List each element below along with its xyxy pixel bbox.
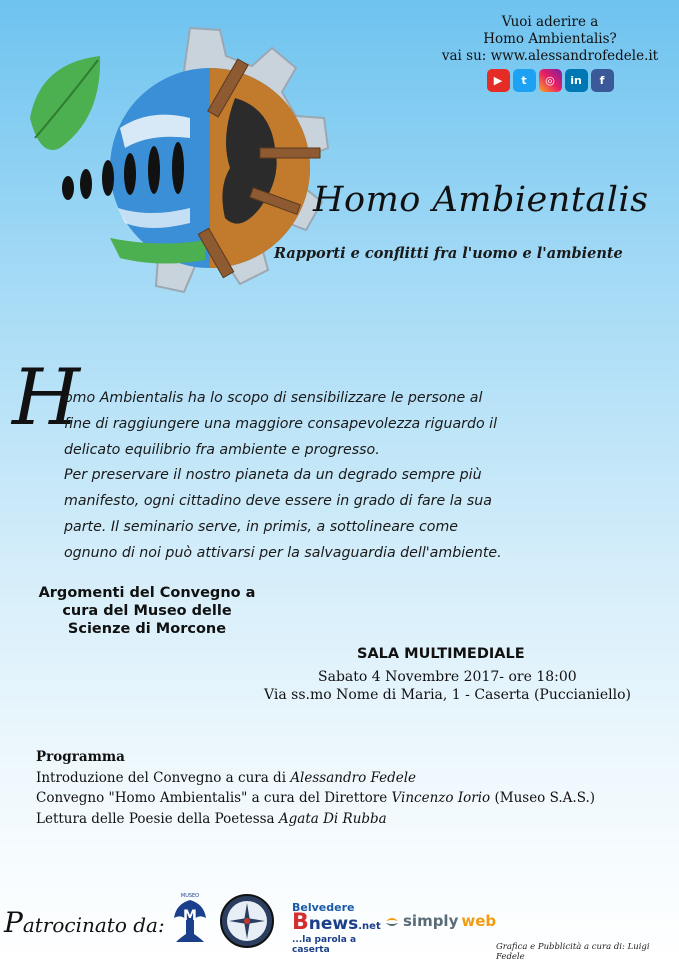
intro-line: delicato equilibrio fra ambiente e progresso. (64, 441, 380, 458)
programma-item (36, 768, 595, 789)
belvedere-news-logo (292, 901, 381, 955)
leaf-icon (30, 56, 100, 150)
programma-item-text: Convegno "Homo Ambientalis" a cura del Direttore (36, 790, 392, 806)
intro-line: fine di raggiungere una maggiore consapevolezza riguardo il (64, 415, 498, 432)
event-venue: SALA MULTIMEDIALE (357, 646, 525, 662)
museo-label: MUSEO (180, 893, 200, 899)
intro-line: manifesto, ogni cittadino deve essere in grado di fare la sua (64, 493, 492, 510)
programma-item-name: Vincenzo Iorio (391, 790, 491, 806)
museo-logo-icon (168, 890, 212, 946)
argomenti-line: cura del Museo delle (62, 603, 232, 619)
intro-dropcap: H (12, 353, 81, 443)
programma-block (36, 747, 595, 829)
join-info (440, 14, 660, 92)
bn-b: B (292, 910, 309, 935)
argomenti-line: Scienze di Morcone (67, 621, 227, 637)
programma-item-name: Agata Di Rubba (278, 810, 387, 827)
linkedin-icon[interactable]: in (565, 69, 588, 92)
intro-line: parte. Il seminario serve, in primis, a sottolineare come (64, 518, 458, 535)
museo-letter: M (183, 908, 197, 924)
youtube-icon[interactable]: ▶ (487, 69, 510, 92)
programma-item-text: Introduzione del Convegno a cura di (36, 769, 291, 786)
intro-line: omo Ambientalis ha lo scopo di sensibilizzare le persone al (64, 390, 483, 406)
page-title: Homo Ambientalis (313, 180, 649, 220)
page-subtitle: Rapporti e conflitti fra l'uomo e l'ambiente (274, 245, 623, 262)
simplyweb-icon (384, 913, 400, 929)
patrocinato-initial: P (4, 906, 23, 939)
simplyweb-logo (384, 912, 496, 930)
homo-ambientalis-logo (20, 8, 360, 318)
argomenti-block (22, 584, 272, 638)
patrocinato-text: atrocinato da: (22, 913, 165, 937)
sw-web: web (461, 912, 497, 930)
compass-seal-icon (219, 893, 275, 949)
patrocinato-label (4, 906, 165, 939)
programma-item (36, 809, 595, 830)
bn-tagline: ...la parola a caserta (292, 935, 357, 955)
join-line-1: Vuoi aderire a (501, 14, 599, 30)
twitter-icon[interactable]: t (513, 69, 536, 92)
bn-news: news (308, 914, 359, 934)
join-line-2: Homo Ambientalis? (483, 31, 617, 47)
credits: Grafica e Pubblicità a cura di: Luigi Fedele (496, 942, 650, 960)
bn-mid (292, 910, 381, 935)
programma-item-text: Lettura delle Poesie della Poetessa (36, 810, 279, 827)
argomenti-line: Argomenti del Convegno a (38, 585, 256, 601)
instagram-icon[interactable]: ◎ (539, 69, 562, 92)
intro-line: ognuno di noi può attivarsi per la salvaguardia dell'ambiente. (64, 544, 502, 561)
programma-item-suffix: (Museo S.A.S.) (490, 790, 596, 806)
sw-simply: simply (403, 912, 459, 930)
facebook-icon[interactable]: f (591, 69, 614, 92)
bn-net: .net (358, 921, 381, 932)
intro-line: Per preservare il nostro pianeta da un degrado sempre più (64, 467, 482, 484)
programma-heading: Programma (36, 749, 125, 765)
bn-top: Belvedere (292, 901, 355, 914)
programma-item-name: Alessandro Fedele (290, 769, 417, 786)
join-website-link[interactable]: vai su: www.alessandrofedele.it (441, 48, 659, 64)
event-address: Via ss.mo Nome di Maria, 1 - Caserta (Puccianiello) (264, 687, 632, 703)
social-icons (440, 69, 660, 92)
intro-paragraph (64, 386, 664, 567)
event-date: Sabato 4 Novembre 2017- ore 18:00 (318, 669, 577, 685)
programma-item (36, 788, 595, 809)
